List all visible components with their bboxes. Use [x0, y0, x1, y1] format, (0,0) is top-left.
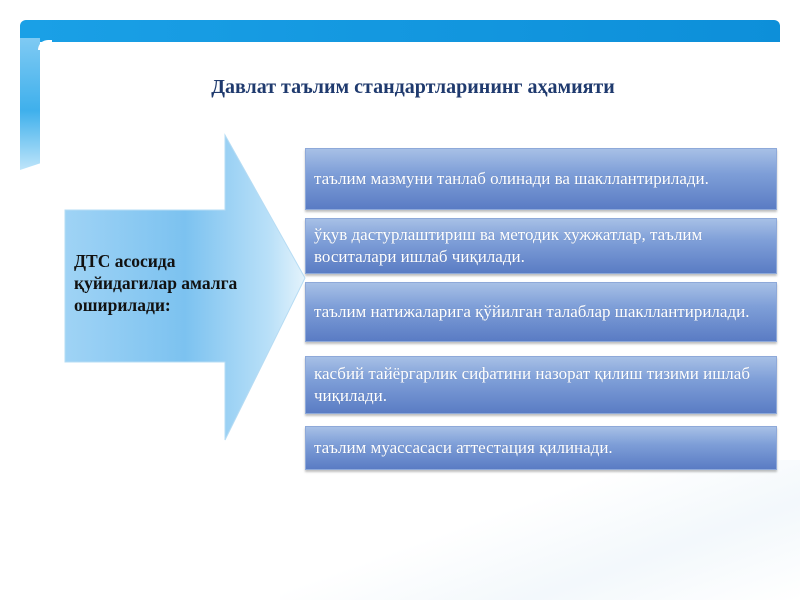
source-label: ДТС асосида қуйидагилар амалга оширилади: — [74, 251, 238, 315]
top-accent-bar — [20, 20, 780, 42]
item-list — [305, 148, 779, 470]
item-box-5 — [305, 426, 777, 470]
item-box-1-text: таълим мазмуни танлаб олинади ва шакллантирилади. — [314, 169, 709, 188]
item-box-2-text: ўқув дастурлаштириш ва методик хужжатлар, таълим воситалари ишлаб чиқилади. — [314, 225, 703, 266]
bottom-shine — [280, 460, 800, 600]
item-box-1 — [305, 148, 777, 210]
item-box-3-text: таълим натижаларига қўйилган талаблар шакллантирилади. — [314, 302, 750, 321]
item-box-2 — [305, 218, 777, 274]
item-box-4 — [305, 356, 777, 414]
left-accent-bar — [20, 38, 40, 170]
item-box-3 — [305, 282, 777, 342]
item-box-5-text: таълим муассасаси аттестация қилинади. — [314, 438, 613, 457]
item-box-4-text: касбий тайёргарлик сифатини назорат қилиш тизими ишлаб чиқилади. — [314, 364, 750, 405]
slide-title: Давлат таълим стандартларининг аҳамияти — [211, 76, 615, 98]
